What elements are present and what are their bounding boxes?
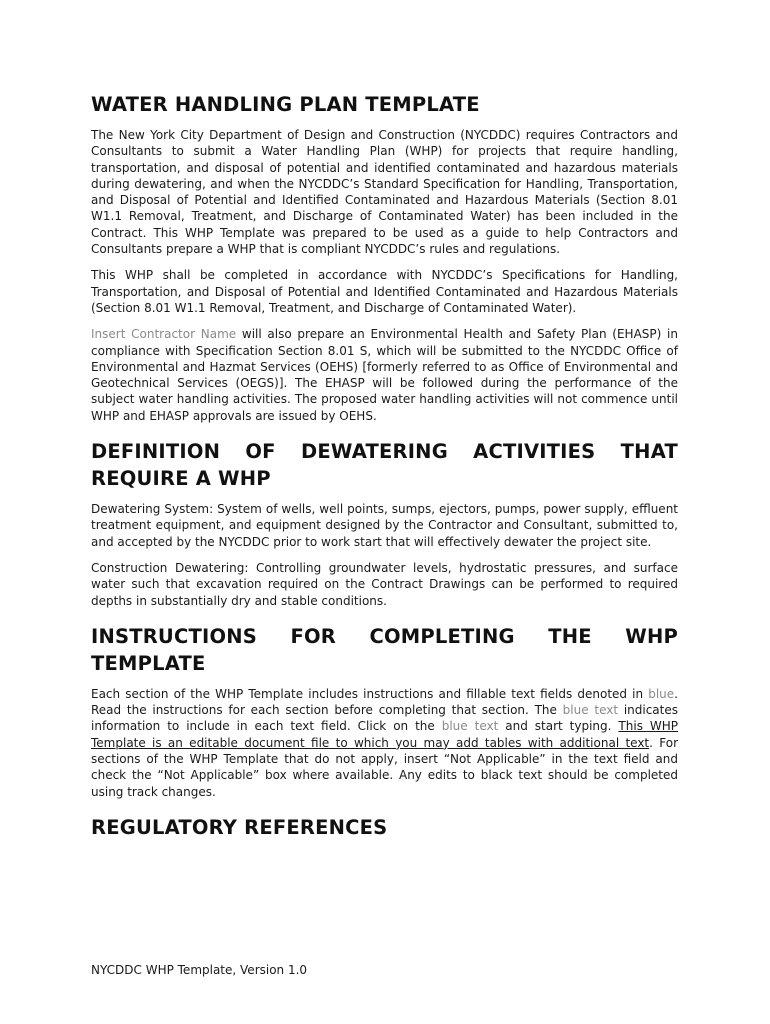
intro-paragraph-1: The New York City Department of Design and Construction (NYCDDC) requires Contractors and Consultants to submit a Water Handling Plan (WHP) for projects that require handling, transportation, and disposal of potential and identified contaminated and hazardous materials during dewatering, and when the NYCDDC’s Standard Specification for Handling, Transportation, and Disposal of Potential and Identified Contaminated and Hazardous Materials (Section 8.01 W1.1 Removal, Treatment, and Discharge of Contaminated Water) has been included in the Contract. This WHP Template was prepared to be used as a guide to help Contractors and Consultants prepare a WHP that is compliant NYCDDC’s rules and regulations. <box>91 128 678 257</box>
page-title: WATER HANDLING PLAN TEMPLATE <box>91 93 480 116</box>
document-body <box>91 92 678 850</box>
contractor-name-field[interactable]: Insert Contractor Name <box>91 327 237 342</box>
blue-word-1: blue <box>648 686 675 701</box>
intro-paragraph-2: This WHP shall be completed in accordance with NYCDDC’s Specifications for Handling, Transportation, and Disposal of Potential and Identified Contaminated and Hazardous Materials (Section 8.01 W1.1 Removal, Treatment, and Discharge of Contaminated Water). <box>91 268 678 315</box>
blue-text-example-2[interactable]: blue text <box>441 719 499 734</box>
definition-construction-dewatering: Construction Dewatering: Controlling groundwater levels, hydrostatic pressures, and surface water such that excavation required on the Contract Drawings can be performed to required depths in substantially dry and stable conditions. <box>91 560 678 608</box>
editable-note-underlined: This WHP Template is an editable document file to which you may add tables with additional text <box>91 719 679 750</box>
page-footer: NYCDDC WHP Template, Version 1.0 <box>91 963 308 977</box>
instructions-heading: INSTRUCTIONS FOR COMPLETING THE WHP TEMPLATE <box>91 624 678 675</box>
regulatory-heading: REGULATORY REFERENCES <box>91 815 388 839</box>
instructions-paragraph <box>91 686 678 800</box>
instructions-text-3: indicates information to include in each text field. Click on the <box>91 703 679 734</box>
definitions-heading: DEFINITION OF DEWATERING ACTIVITIES THAT REQUIRE A WHP <box>91 440 678 491</box>
blue-text-example-1: blue text <box>562 703 619 718</box>
instructions-text-2: . Read the instructions for each section before completing that section. The <box>91 686 678 718</box>
instructions-text-4: and start typing. <box>498 719 619 734</box>
definition-dewatering-system: Dewatering System: System of wells, well points, sumps, ejectors, pumps, power supply, effluent treatment equipment, and equipment designed by the Contractor and Consultant, submitted to, and accepted by the NYCDDC prior to work start that will effectively dewater the project site. <box>91 502 678 549</box>
instructions-text-1: Each section of the WHP Template includes instructions and fillable text fields denoted in <box>91 686 649 701</box>
intro-paragraph-3 <box>91 326 678 424</box>
intro-paragraph-3-text: will also prepare an Environmental Health and Safety Plan (EHASP) in compliance with Specification Section 8.01 S, which will be submitted to the NYCDDC Office of Environmental and Hazmat Services (OEHS) [formerly referred to as Office of Environmental and Geotechnical Services (OEGS)]. The EHASP will be followed during the performance of the subject water handling activities. The proposed water handling activities will not commence until WHP and EHASP approvals are issued by OEHS. <box>91 327 678 423</box>
instructions-text-5: . For sections of the WHP Template that do not apply, insert “Not Applicable” in the text field and check the “Not Applicable” box where available. Any edits to black text should be completed using track changes. <box>91 735 678 799</box>
